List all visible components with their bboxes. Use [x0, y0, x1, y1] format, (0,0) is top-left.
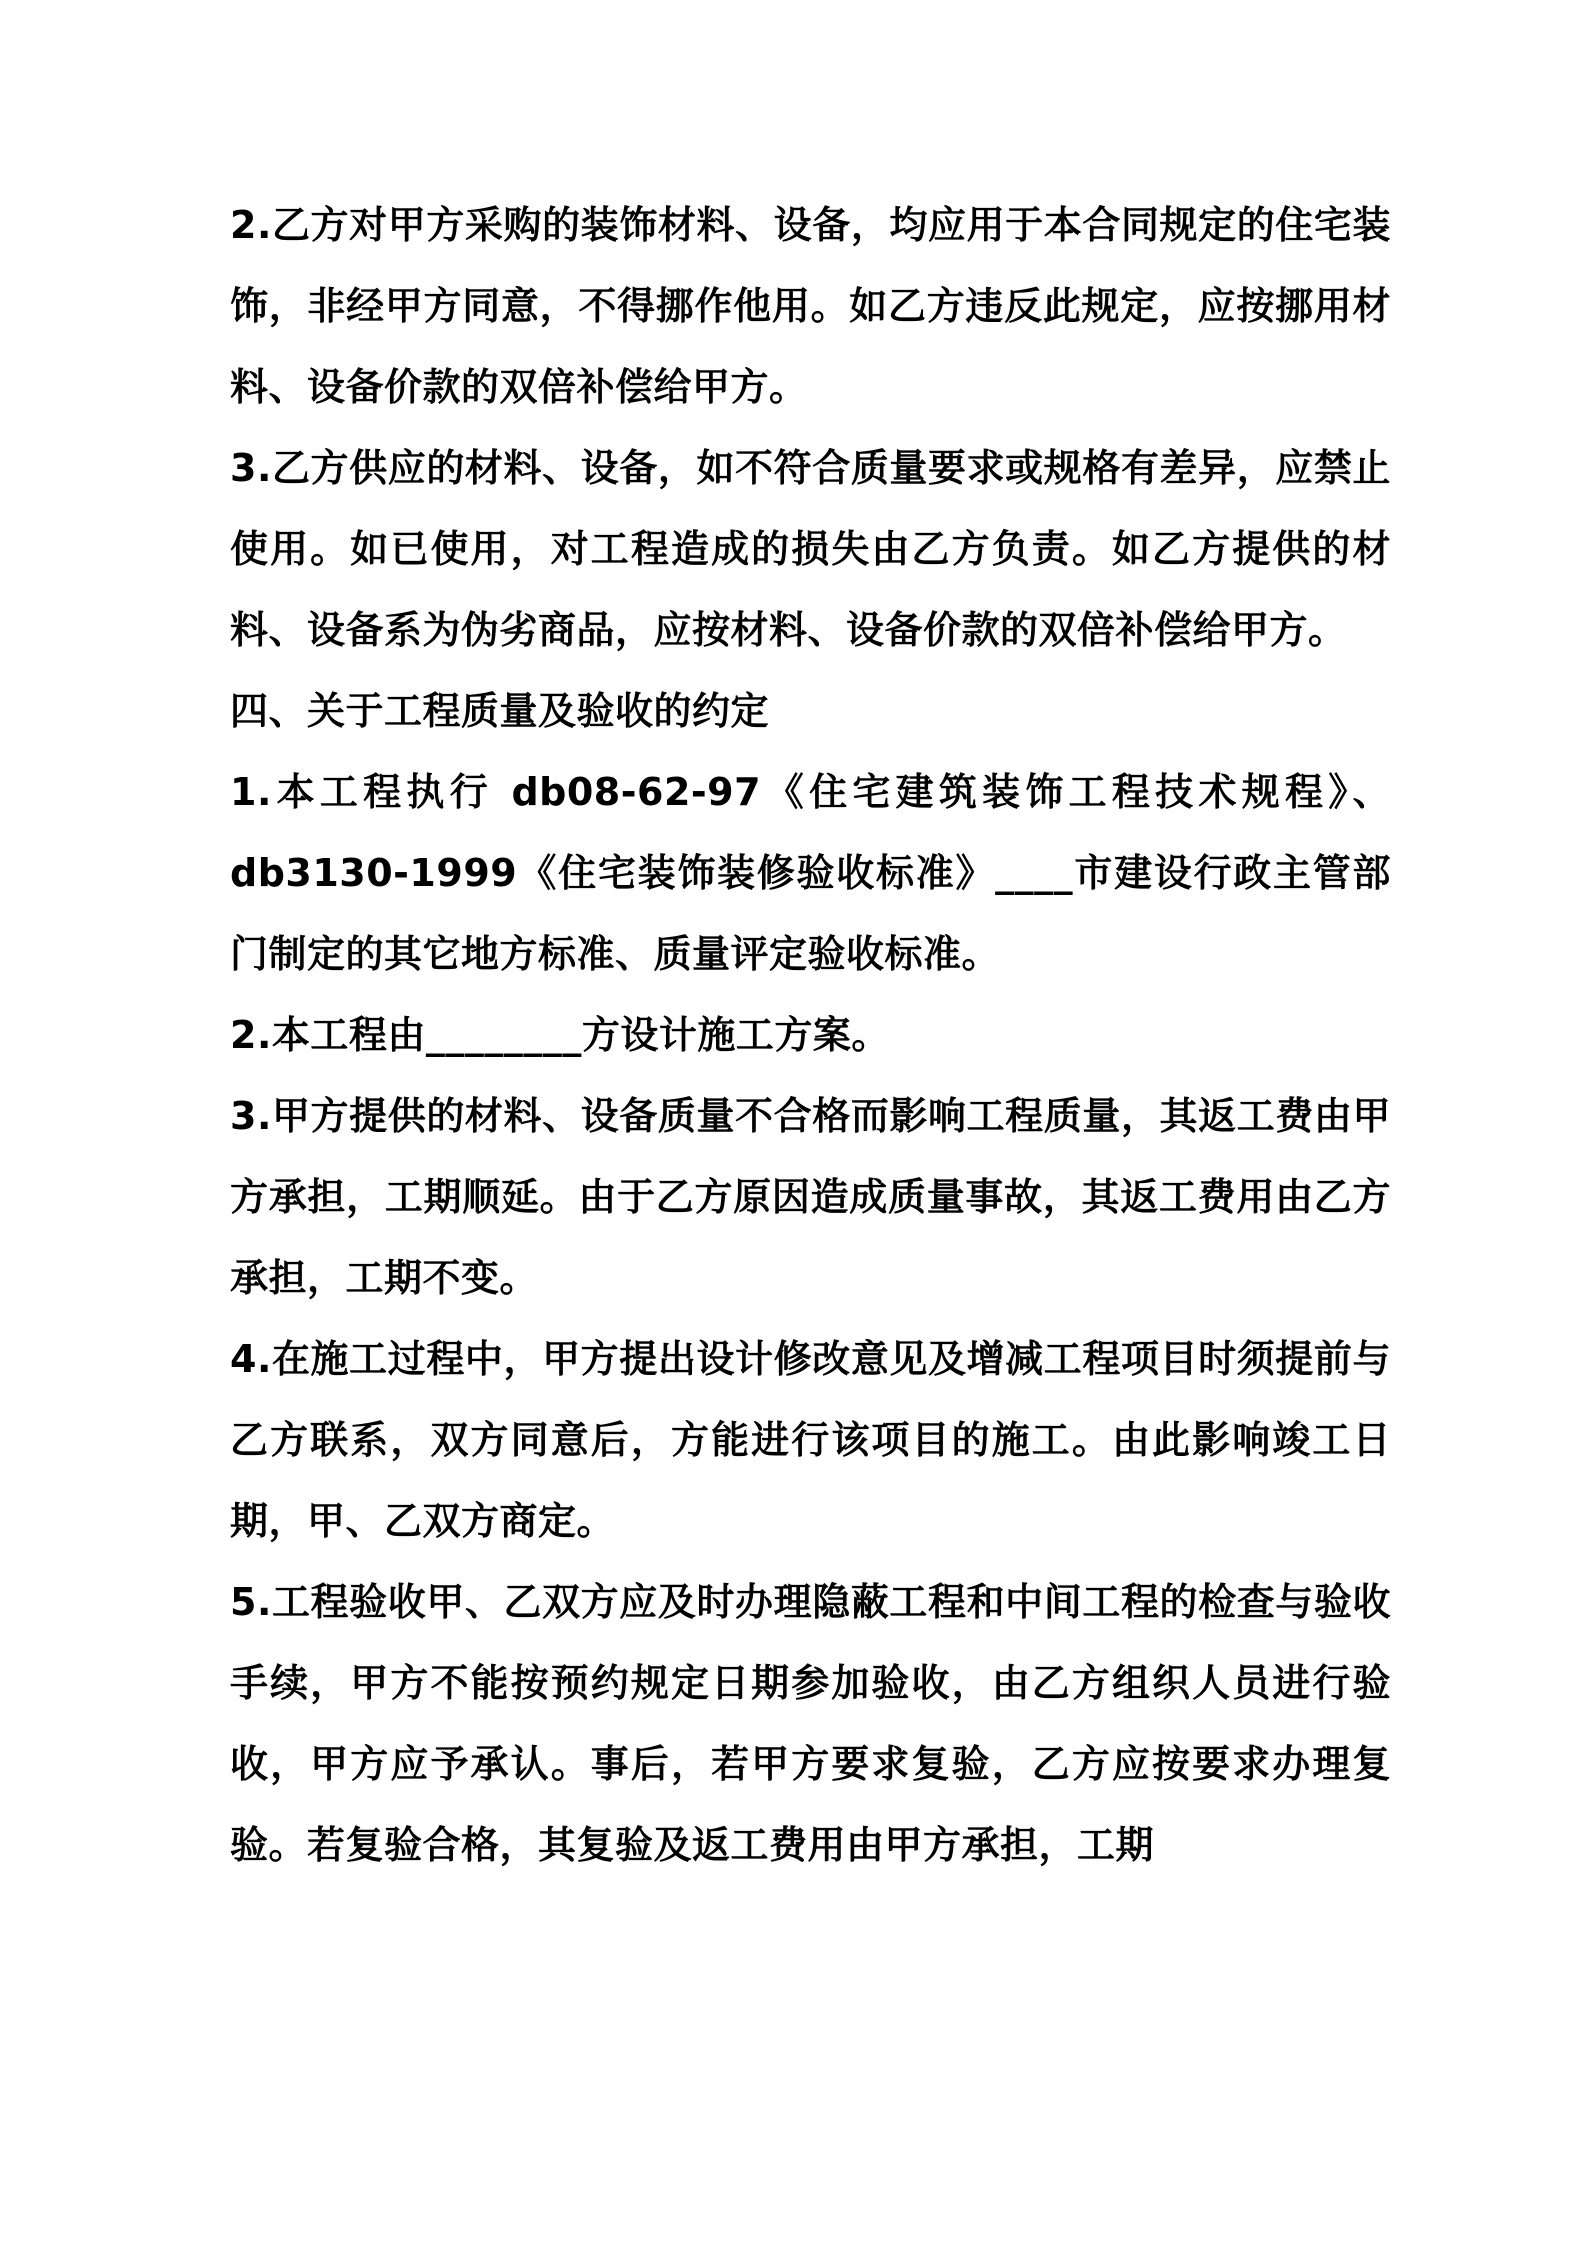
clause-4-5-acceptance-procedure: 5.工程验收甲、乙双方应及时办理隐蔽工程和中间工程的检查与验收手续，甲方不能按预约规定日期参加验收，由乙方组织人员进行验收，甲方应予承认。事后，若甲方要求复验，乙方应按要求办理复验。若复验合格，其复验及返工费用由甲方承担，工期: [230, 1580, 1391, 1867]
clause-4-1-standards: 1.本工程执行 db08-62-97《住宅建筑装饰工程技术规程》、db3130-1999《住宅装饰装修验收标准》____市建设行政主管部门制定的其它地方标准、质量评定验收标准。: [230, 770, 1391, 976]
section-heading-quality-acceptance: 四、关于工程质量及验收的约定: [230, 689, 770, 733]
clause-4-3-rework-cost: 3.甲方提供的材料、设备质量不合格而影响工程质量，其返工费由甲方承担，工期顺延。由于乙方原因造成质量事故，其返工费用由乙方承担，工期不变。: [230, 1094, 1391, 1300]
clause-4-4-design-change: 4.在施工过程中，甲方提出设计修改意见及增减工程项目时须提前与乙方联系，双方同意后，方能进行该项目的施工。由此影响竣工日期，甲、乙双方商定。: [230, 1337, 1391, 1543]
clause-3-material-quality: 3.乙方供应的材料、设备，如不符合质量要求或规格有差异，应禁止使用。如已使用，对工程造成的损失由乙方负责。如乙方提供的材料、设备系为伪劣商品，应按材料、设备价款的双倍补偿给甲方。: [230, 446, 1391, 652]
clause-2-materials-use: 2.乙方对甲方采购的装饰材料、设备，均应用于本合同规定的住宅装饰，非经甲方同意，不得挪作他用。如乙方违反此规定，应按挪用材料、设备价款的双倍补偿给甲方。: [230, 203, 1391, 409]
document-body: [230, 185, 1391, 1886]
clause-4-2-design-party: 2.本工程由________方设计施工方案。: [230, 1013, 890, 1057]
